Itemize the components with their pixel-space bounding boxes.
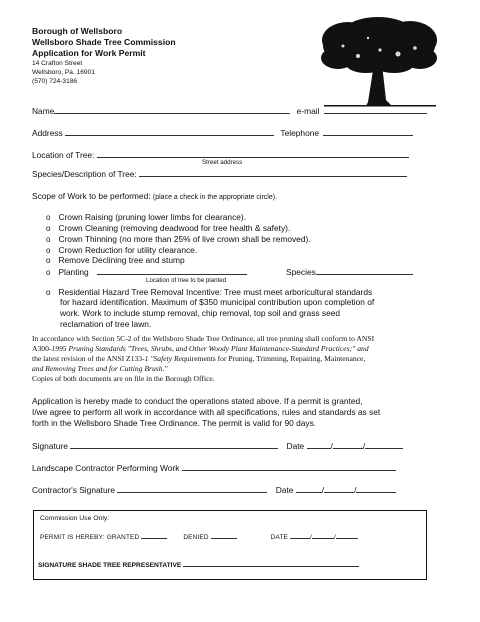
contractor-field[interactable] bbox=[182, 462, 396, 471]
phone-number: (570) 724-3186 bbox=[32, 78, 78, 85]
agreement-line-3: forth in the Wellsboro Shade Tree Ordinance. The permit is valid for 90 days. bbox=[32, 418, 317, 428]
name-field[interactable] bbox=[54, 105, 290, 114]
representative-row bbox=[38, 560, 359, 569]
contractor-date-day-field[interactable] bbox=[324, 484, 354, 493]
species-field[interactable] bbox=[139, 168, 407, 177]
commission-title: Commission Use Only: bbox=[40, 515, 110, 522]
planting-species-field[interactable] bbox=[316, 266, 413, 275]
incentive-text-3: work. Work to include stump removal, chip removal, top soil and grass seed bbox=[60, 308, 341, 318]
borough-title: Borough of Wellsboro bbox=[32, 26, 123, 36]
scope-option-2[interactable] bbox=[46, 223, 290, 234]
option-label: Crown Cleaning (removing deadwood for tree health & safety). bbox=[58, 223, 291, 233]
permit-row: PERMIT IS HEREBY: GRANTED DENIED DATE / / bbox=[40, 532, 358, 541]
option-label: Remove Declining tree and stump bbox=[58, 255, 185, 265]
ordinance-line-5: Copies of both documents are on file in the Borough Office. bbox=[32, 374, 215, 383]
commission-title: Wellsboro Shade Tree Commission bbox=[32, 37, 176, 47]
commission-date-month-field[interactable] bbox=[290, 532, 310, 539]
contractor-signature-label: Contractor's Signature bbox=[32, 485, 116, 495]
scope-option-1[interactable] bbox=[46, 212, 246, 223]
ordinance-a300-title: 1995 Pruning Standards "Trees, Shrubs, and Other Woody Plant Maintenance-Standard Practices;" and bbox=[51, 344, 369, 353]
signature-field[interactable] bbox=[70, 440, 278, 449]
ordinance-a300: A300- bbox=[32, 344, 52, 353]
incentive-text-4: reclamation of tree lawn. bbox=[60, 319, 152, 329]
planting-location-field[interactable] bbox=[97, 266, 247, 275]
scope-note: (place a check in the appropriate circle). bbox=[152, 194, 278, 201]
ordinance-z133-title-a: 1 "Safety Re bbox=[144, 354, 182, 363]
ordinance-z133-title-b: quirements for Pruning, Trimming, Repairing, Maintenance, bbox=[181, 354, 366, 363]
ordinance-line-3 bbox=[32, 354, 365, 364]
commission-date-label: DATE bbox=[270, 534, 289, 541]
name-row bbox=[32, 105, 427, 117]
name-label: Name bbox=[32, 106, 55, 116]
species-row bbox=[32, 168, 407, 180]
date-label: Date bbox=[286, 441, 305, 451]
planting-caption: Location of tree to be planted bbox=[146, 277, 227, 284]
option-circle[interactable]: o bbox=[46, 246, 51, 255]
date-month-field[interactable] bbox=[307, 440, 331, 449]
option-label: Crown Reduction for utility clearance. bbox=[58, 245, 198, 255]
scope-title: Scope of Work to be performed: bbox=[32, 191, 151, 201]
species-label: Species/Description of Tree: bbox=[32, 169, 137, 179]
representative-signature-field[interactable] bbox=[183, 560, 359, 567]
agreement-line-2: I/we agree to perform all work in accordance with all specifications, rules and standards as set bbox=[32, 407, 381, 417]
contractor-row bbox=[32, 462, 396, 474]
street-address-caption: Street address bbox=[202, 159, 243, 166]
option-circle[interactable]: o bbox=[46, 235, 51, 244]
denied-field[interactable] bbox=[211, 532, 237, 539]
commission-date-day-field[interactable] bbox=[312, 532, 334, 539]
signature-row: Signature Date / / bbox=[32, 440, 403, 452]
contractor-date-month-field[interactable] bbox=[296, 484, 322, 493]
option-circle[interactable]: o bbox=[46, 256, 51, 265]
contractor-date-label: Date bbox=[275, 485, 294, 495]
representative-label: SIGNATURE SHADE TREE REPRESENTATIVE bbox=[38, 562, 182, 569]
planting-label: Planting bbox=[58, 267, 89, 277]
location-field[interactable] bbox=[97, 149, 409, 158]
incentive-text-1: Residential Hazard Tree Removal Incentive: Tree must meet arboricultural standards bbox=[58, 287, 373, 297]
contractor-signature-field[interactable] bbox=[117, 484, 267, 493]
oak-tree-icon bbox=[318, 16, 440, 108]
commission-date-year-field[interactable] bbox=[336, 532, 358, 539]
agreement-line-1: Application is hereby made to conduct the operations stated above. If a permit is granted, bbox=[32, 396, 363, 406]
email-label: e-mail bbox=[296, 106, 320, 116]
address-row bbox=[32, 127, 413, 139]
permit-denied-label: DENIED bbox=[183, 534, 209, 541]
option-circle[interactable]: o bbox=[46, 224, 51, 233]
form-title: Application for Work Permit bbox=[32, 48, 146, 58]
planting-species bbox=[286, 266, 413, 278]
planting-species-label: Species bbox=[286, 267, 316, 277]
incentive-text-2: for hazard identification. Maximum of $350 municipal contribution upon completion of bbox=[60, 297, 375, 307]
ordinance-z133: the latest revision of the ANSI Z133- bbox=[32, 354, 145, 363]
date-day-field[interactable] bbox=[333, 440, 363, 449]
granted-field[interactable] bbox=[141, 532, 167, 539]
option-circle[interactable]: o bbox=[46, 288, 51, 297]
contractor-signature-row: Contractor's Signature Date / / bbox=[32, 484, 396, 496]
ordinance-line-4: and Removing Trees and for Cutting Brush." bbox=[32, 364, 168, 373]
signature-label: Signature bbox=[32, 441, 68, 451]
street-address: 14 Crafton Street bbox=[32, 60, 83, 67]
address-field[interactable] bbox=[65, 127, 274, 136]
option-label: Crown Raising (pruning lower limbs for clearance). bbox=[58, 212, 247, 222]
scope-heading bbox=[32, 191, 277, 203]
location-label: Location of Tree: bbox=[32, 150, 95, 160]
ordinance-line-2 bbox=[32, 344, 369, 354]
date-year-field[interactable] bbox=[365, 440, 403, 449]
option-label: Crown Thinning (no more than 25% of live crown shall be removed). bbox=[58, 234, 311, 244]
telephone-field[interactable] bbox=[323, 127, 413, 136]
ordinance-line-1: In accordance with Section 5C-2 of the Wellsboro Shade Tree Ordinance, all tree pruning shall conform to ANSI bbox=[32, 334, 375, 343]
option-circle[interactable]: o bbox=[46, 268, 51, 277]
contractor-date-year-field[interactable] bbox=[356, 484, 396, 493]
permit-granted-label: PERMIT IS HEREBY: GRANTED bbox=[40, 534, 140, 541]
scope-option-3[interactable] bbox=[46, 234, 311, 245]
city-address: Wellsboro, Pa. 16901 bbox=[32, 69, 95, 76]
contractor-label: Landscape Contractor Performing Work bbox=[32, 463, 180, 473]
address-label: Address bbox=[32, 128, 63, 138]
scope-option-5[interactable] bbox=[46, 255, 185, 266]
telephone-label: Telephone bbox=[280, 128, 320, 138]
email-field[interactable] bbox=[324, 105, 427, 114]
option-circle[interactable]: o bbox=[46, 213, 51, 222]
